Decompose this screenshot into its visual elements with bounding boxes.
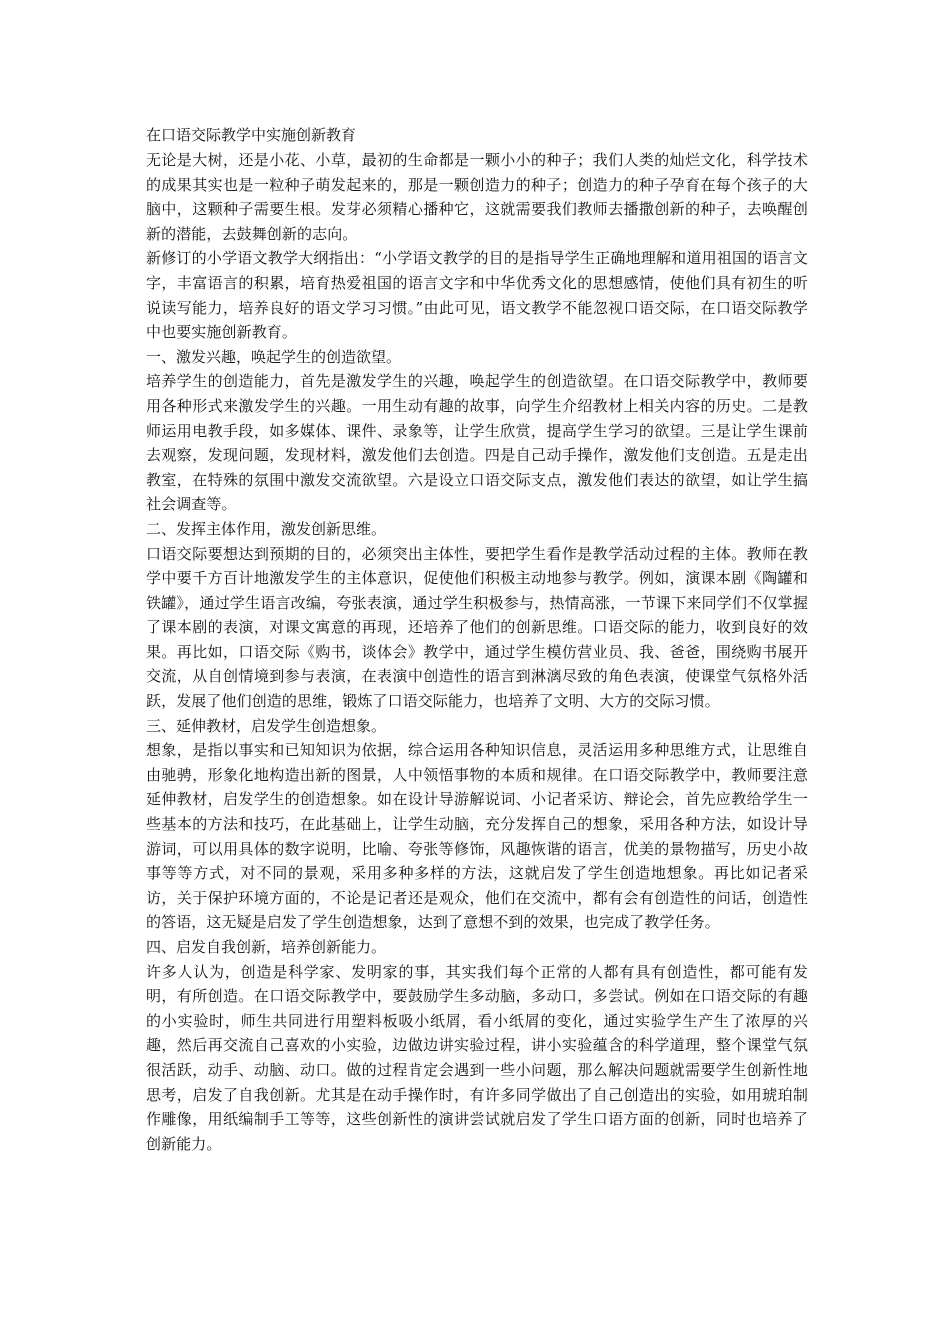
document-page bbox=[146, 124, 808, 1156]
document-title: 在口语交际教学中实施创新教育 bbox=[146, 126, 357, 144]
section-heading-1: 一、激发兴趣，唤起学生的创造欲望。 bbox=[146, 347, 402, 366]
section-3-paragraph: 想象，是指以事实和已知知识为依据，综合运用各种知识信息，灵活运用多种思维方式，让思维自由驰骋，形象化地构造出新的图景，人中领悟事物的本质和规律。在口语交际教学中，教师要注意延伸教材，启发学生的创造想象。如在设计导游解说词、小记者采访、辩论会，首先应教给学生一些基本的方法和技巧，在此基础上，让学生动脑，充分发挥自己的想象，采用各种方法，如设计导游词，可以用具体的数字说明，比喻、夸张等修饰，风趣恢谐的语言，优美的景物描写，历史小故事等等方式，对不同的景观，采用多种多样的方法，这就启发了学生创造地想象。再比如记者采访，关于保护环境方面的，不论是记者还是观众，他们在交流中，都有会有创造性的问话，创造性的答语，这无疑是启发了学生创造想象，达到了意想不到的效果，也完成了教学任务。 bbox=[146, 741, 808, 932]
section-heading-4: 四、启发自我创新，培养创新能力。 bbox=[146, 938, 387, 956]
section-4-paragraph: 许多人认为，创造是科学家、发明家的事，其实我们每个正常的人都有具有创造性，都可能有发明，有所创造。在口语交际教学中，要鼓励学生多动脑，多动口，多尝试。例如在口语交际的有趣的小实验时，师生共同进行用塑料板吸小纸屑，看小纸屑的变化，通过实验学生产生了浓厚的兴趣，然后再交流自己喜欢的小实验，边做边讲实验过程，讲小实验蕴含的科学道理，整个课堂气氛很活跃，动手、动脑、动口。做的过程肯定会遇到一些小问题，那么解决问题就需要学生创新性地思考，启发了自我创新。尤其是在动手操作时，有许多同学做出了自己创造出的实验，如用琥珀制作雕像，用纸编制手工等等，这些创新性的演讲尝试就启发了学生口语方面的创新，同时也培养了创新能力。 bbox=[146, 962, 808, 1153]
syllabus-paragraph: 新修订的小学语文教学大纲指出：“小学语文教学的目的是指导学生正确地理解和道用祖国的语言文字，丰富语言的积累，培育热爱祖国的语言文字和中华优秀文化的思想感情，使他们具有初生的听说读写能力，培养良好的语文学习习惯。”由此可见，语文教学不能忽视口语交际，在口语交际教学中也要实施创新教育。 bbox=[146, 249, 808, 342]
intro-paragraph: 无论是大树，还是小花、小草，最初的生命都是一颗小小的种子；我们人类的灿烂文化，科学技术的成果其实也是一粒种子萌发起来的，那是一颗创造力的种子；创造力的种子孕育在每个孩子的大脑中，这颗种子需要生根。发芽必须精心播种它，这就需要我们教师去播撒创新的种子，去唤醒创新的潜能，去鼓舞创新的志向。 bbox=[146, 151, 808, 243]
section-2-paragraph: 口语交际要想达到预期的目的，必须突出主体性，要把学生看作是教学活动过程的主体。教师在教学中要千方百计地激发学生的主体意识，促使他们积极主动地参与教学。例如，演课本剧《陶罐和铁罐》，通过学生语言改编，夸张表演，通过学生积极参与，热情高涨，一节课下来同学们不仅掌握了课本剧的表演，对课文寓意的再现，还培养了他们的创新思维。口语交际的能力，收到良好的效果。再比如，口语交际《购书，谈体会》教学中，通过学生模仿营业员、我、爸爸，围绕购书展开交流，从自创情境到参与表演，在表演中创造性的语言到淋漓尽致的角色表演，使课堂气氛格外活跃，发展了他们创造的思维，锻炼了口语交际能力，也培养了文明、大方的交际习惯。 bbox=[146, 544, 808, 711]
section-1-paragraph: 培养学生的创造能力，首先是激发学生的兴趣，唤起学生的创造欲望。在口语交际教学中，教师要用各种形式来激发学生的兴趣。一用生动有趣的故事，向学生介绍教材上相关内容的历史。二是教师运用电教手段，如多媒体、课件、录象等，让学生欣赏，提高学生学习的欲望。三是让学生课前去观察，发现问题，发现材料，激发他们去创造。四是自己动手操作，激发他们支创造。五是走出教室，在特殊的氛围中激发交流欲望。六是设立口语交际支点，激发他们表达的欲望，如让学生搞社会调查等。 bbox=[146, 372, 808, 514]
section-heading-2: 二、发挥主体作用，激发创新思维。 bbox=[146, 519, 387, 538]
section-heading-3: 三、延伸教材，启发学生创造想象。 bbox=[146, 716, 387, 735]
